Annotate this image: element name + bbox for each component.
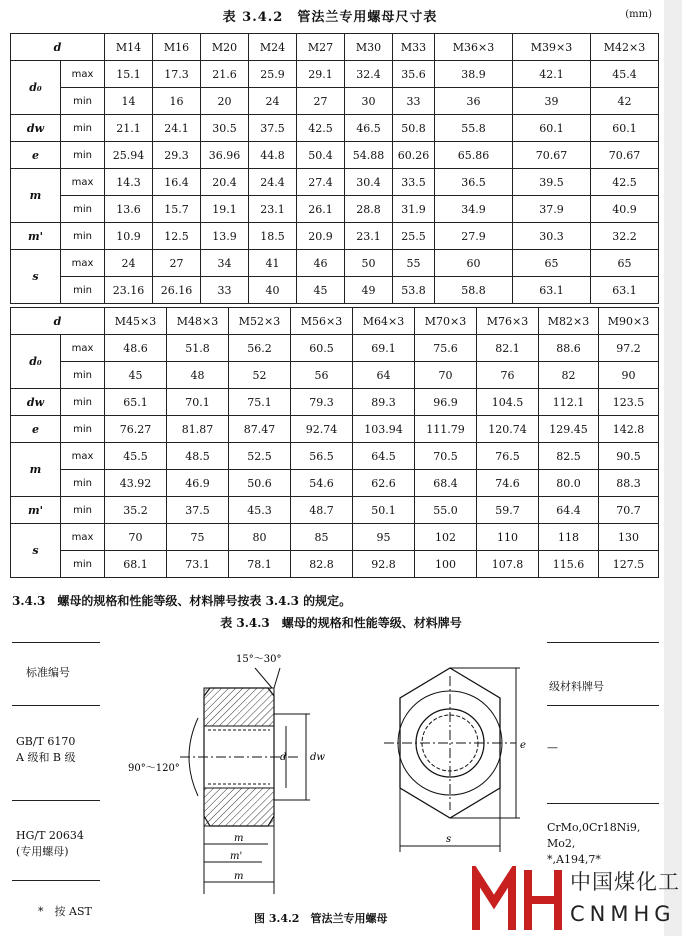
table-cell: 70.7	[599, 497, 659, 524]
table-cell: 55.8	[435, 115, 513, 142]
label-angle-left: 90°～120°	[128, 763, 180, 774]
size-header: M14	[105, 34, 153, 61]
table-cell: 20	[201, 88, 249, 115]
table-row	[11, 223, 659, 250]
table-cell: 92.74	[291, 416, 353, 443]
table-cell: 30	[345, 88, 393, 115]
row-limit: min	[61, 551, 105, 578]
table-cell: 70.1	[167, 389, 229, 416]
label-m: m	[234, 833, 244, 844]
table-cell: 16.4	[153, 169, 201, 196]
table-cell: 24	[105, 250, 153, 277]
table-cell: 24.1	[153, 115, 201, 142]
table-cell: 31.9	[393, 196, 435, 223]
table-cell: 130	[599, 524, 659, 551]
material-line-3: *,A194,7*	[547, 853, 601, 866]
label-s: s	[446, 834, 452, 845]
table-cell: 74.6	[477, 470, 539, 497]
dimension-table-2	[10, 307, 659, 578]
table-cell: 80	[229, 524, 291, 551]
row-limit: max	[61, 335, 105, 362]
table-cell: 76.27	[105, 416, 167, 443]
size-header: M20	[201, 34, 249, 61]
table-cell: 45.3	[229, 497, 291, 524]
hg-standard: HG/T 20634	[16, 829, 84, 842]
table-cell: 127.5	[599, 551, 659, 578]
table-cell: 53.8	[393, 277, 435, 304]
table-cell: 23.1	[345, 223, 393, 250]
table-cell: 48.6	[105, 335, 167, 362]
table-cell: 16	[153, 88, 201, 115]
table-cell: 42.5	[297, 115, 345, 142]
table-cell: 27.4	[297, 169, 345, 196]
size-header: M48×3	[167, 308, 229, 335]
table-cell: 26.1	[297, 196, 345, 223]
table-cell: 19.1	[201, 196, 249, 223]
table-cell: 45.4	[591, 61, 659, 88]
row-symbol: e	[11, 416, 61, 443]
table-cell: 90	[599, 362, 659, 389]
table-cell: 60.5	[291, 335, 353, 362]
table-cell: 46	[297, 250, 345, 277]
table-cell: 45	[105, 362, 167, 389]
table-row	[11, 196, 659, 223]
size-header: M45×3	[105, 308, 167, 335]
table-cell: 69.1	[353, 335, 415, 362]
table-cell: 89.3	[353, 389, 415, 416]
label-dw: dw	[310, 752, 325, 763]
table-cell: 123.5	[599, 389, 659, 416]
table-cell: 13.6	[105, 196, 153, 223]
table-cell: 10.9	[105, 223, 153, 250]
table-cell: 50.4	[297, 142, 345, 169]
table-cell: 34	[201, 250, 249, 277]
table-cell: 37.5	[167, 497, 229, 524]
table-cell: 18.5	[249, 223, 297, 250]
size-header: M16	[153, 34, 201, 61]
nut-section-drawing	[120, 648, 350, 898]
table-cell: 100	[415, 551, 477, 578]
table-cell: 85	[291, 524, 353, 551]
table-cell: 13.9	[201, 223, 249, 250]
size-header: M70×3	[415, 308, 477, 335]
table-cell: 59.7	[477, 497, 539, 524]
table-cell: 76.5	[477, 443, 539, 470]
table-cell: 17.3	[153, 61, 201, 88]
table-cell: 63.1	[591, 277, 659, 304]
table-cell: 46.5	[345, 115, 393, 142]
row-symbol: m	[11, 443, 61, 497]
table-cell: 75.6	[415, 335, 477, 362]
angle-line-top-2	[274, 668, 280, 688]
table-cell: 56	[291, 362, 353, 389]
table-row	[11, 389, 659, 416]
size-header: M39×3	[513, 34, 591, 61]
row-limit: min	[61, 88, 105, 115]
table-cell: 25.5	[393, 223, 435, 250]
table-cell: 39.5	[513, 169, 591, 196]
table-cell: 65	[513, 250, 591, 277]
table-cell: 88.3	[599, 470, 659, 497]
table-cell: 37.9	[513, 196, 591, 223]
table-cell: 96.9	[415, 389, 477, 416]
row-limit: min	[61, 142, 105, 169]
row-limit: min	[61, 470, 105, 497]
table-cell: 48.5	[167, 443, 229, 470]
table-cell: 58.8	[435, 277, 513, 304]
table-cell: 24	[249, 88, 297, 115]
table-row	[11, 61, 659, 88]
table-cell: 64	[353, 362, 415, 389]
row-limit: min	[61, 362, 105, 389]
table-cell: 36.96	[201, 142, 249, 169]
table-cell: 42	[591, 88, 659, 115]
table-cell: 15.7	[153, 196, 201, 223]
label-d: d	[280, 752, 287, 763]
table-cell: 87.47	[229, 416, 291, 443]
watermark-en-text: CNMHG	[570, 902, 676, 926]
table-cell: 49	[345, 277, 393, 304]
table-row	[11, 115, 659, 142]
watermark-mh-icon	[470, 866, 568, 934]
row-limit: max	[61, 443, 105, 470]
table-cell: 60.1	[591, 115, 659, 142]
table-cell: 70.5	[415, 443, 477, 470]
row-symbol: d₀	[11, 335, 61, 389]
table-cell: 55.0	[415, 497, 477, 524]
table-cell: 33	[393, 88, 435, 115]
table-cell: 35.2	[105, 497, 167, 524]
table-cell: 14.3	[105, 169, 153, 196]
table-cell: 118	[539, 524, 599, 551]
table-cell: 32.4	[345, 61, 393, 88]
table-3-4-3-title: 表 3.4.3 螺母的规格和性能等级、材料牌号	[220, 616, 462, 630]
table-cell: 73.1	[167, 551, 229, 578]
row-symbol: d₀	[11, 61, 61, 115]
row-symbol: dw	[11, 389, 61, 416]
table-cell: 55	[393, 250, 435, 277]
table-cell: 70	[415, 362, 477, 389]
table-cell: 129.45	[539, 416, 599, 443]
hg-special-nut: (专用螺母)	[16, 845, 69, 858]
material-divider	[547, 803, 659, 804]
watermark-logo	[470, 866, 682, 936]
size-header: M27	[297, 34, 345, 61]
table-cell: 63.1	[513, 277, 591, 304]
table-cell: 112.1	[539, 389, 599, 416]
table-cell: 34.9	[435, 196, 513, 223]
table-cell: 97.2	[599, 335, 659, 362]
table-cell: 115.6	[539, 551, 599, 578]
table-cell: 70.67	[513, 142, 591, 169]
table-unit: (mm)	[625, 9, 652, 20]
table-cell: 51.8	[167, 335, 229, 362]
table-cell: 68.1	[105, 551, 167, 578]
table-cell: 30.5	[201, 115, 249, 142]
table-cell: 20.4	[201, 169, 249, 196]
table-cell: 95	[353, 524, 415, 551]
table-cell: 42.1	[513, 61, 591, 88]
table-cell: 32.2	[591, 223, 659, 250]
table-cell: 50.8	[393, 115, 435, 142]
standard-number-header-cell	[12, 642, 100, 706]
table-cell: 78.1	[229, 551, 291, 578]
table-cell: 56.2	[229, 335, 291, 362]
table-cell: 46.9	[167, 470, 229, 497]
table-row	[11, 88, 659, 115]
size-header: M82×3	[539, 308, 599, 335]
table-row	[11, 497, 659, 524]
table-cell: 30.4	[345, 169, 393, 196]
table-cell: 25.9	[249, 61, 297, 88]
table-cell: 45	[297, 277, 345, 304]
size-header: M64×3	[353, 308, 415, 335]
row-limit: min	[61, 196, 105, 223]
table-cell: 102	[415, 524, 477, 551]
row-symbol: s	[11, 250, 61, 304]
size-header: M24	[249, 34, 297, 61]
table-cell: 48	[167, 362, 229, 389]
table-cell: 103.94	[353, 416, 415, 443]
row-limit: max	[61, 250, 105, 277]
table-cell: 60	[435, 250, 513, 277]
table-cell: 43.92	[105, 470, 167, 497]
size-header: M52×3	[229, 308, 291, 335]
size-header: M56×3	[291, 308, 353, 335]
hg-row-cell	[12, 800, 100, 881]
hatched-wall-top	[204, 688, 274, 726]
row-limit: min	[61, 223, 105, 250]
table-cell: 104.5	[477, 389, 539, 416]
table-cell: 20.9	[297, 223, 345, 250]
table-cell: 30.3	[513, 223, 591, 250]
table-cell: 142.8	[599, 416, 659, 443]
row-symbol: dw	[11, 115, 61, 142]
table-cell: 25.94	[105, 142, 153, 169]
watermark-cn-text: 中国煤化工	[570, 870, 680, 894]
table-cell: 68.4	[415, 470, 477, 497]
table-cell: 82.8	[291, 551, 353, 578]
table-cell: 54.88	[345, 142, 393, 169]
table-title: 表 3.4.2 管法兰专用螺母尺寸表	[222, 10, 438, 25]
size-header: M36×3	[435, 34, 513, 61]
row-limit: max	[61, 524, 105, 551]
right-gutter	[664, 0, 682, 936]
table-cell: 41	[249, 250, 297, 277]
gb-grade: A 级和 B 级	[16, 751, 76, 764]
table-cell: 27	[153, 250, 201, 277]
gb-standard: GB/T 6170	[16, 735, 76, 748]
label-mp: m'	[230, 851, 243, 862]
table-cell: 39	[513, 88, 591, 115]
row-limit: min	[61, 277, 105, 304]
table-cell: 110	[477, 524, 539, 551]
table-cell: 80.0	[539, 470, 599, 497]
table-cell: 64.5	[353, 443, 415, 470]
table-cell: 79.3	[291, 389, 353, 416]
table-cell: 36	[435, 88, 513, 115]
table-row	[11, 470, 659, 497]
material-header-cell	[547, 642, 659, 706]
table-cell: 52	[229, 362, 291, 389]
table-cell: 82.5	[539, 443, 599, 470]
table-cell: 65	[591, 250, 659, 277]
table-cell: 33.5	[393, 169, 435, 196]
table-cell: 21.6	[201, 61, 249, 88]
table-cell: 12.5	[153, 223, 201, 250]
table-cell: 37.5	[249, 115, 297, 142]
table-cell: 90.5	[599, 443, 659, 470]
table-cell: 50	[345, 250, 393, 277]
header-d-label: d	[11, 308, 105, 335]
table-cell: 70	[105, 524, 167, 551]
table-cell: 120.74	[477, 416, 539, 443]
table-cell: 27	[297, 88, 345, 115]
table-cell: 23.16	[105, 277, 153, 304]
table-cell: 70.67	[591, 142, 659, 169]
table-cell: 56.5	[291, 443, 353, 470]
row-limit: min	[61, 416, 105, 443]
table-cell: 65.86	[435, 142, 513, 169]
table-cell: 29.3	[153, 142, 201, 169]
gb-row-cell	[12, 704, 100, 801]
table-cell: 88.6	[539, 335, 599, 362]
header-d-label: d	[11, 34, 105, 61]
hatched-wall-bottom	[204, 788, 274, 826]
table-cell: 62.6	[353, 470, 415, 497]
table-cell: 45.5	[105, 443, 167, 470]
section-3-4-3-text: 3.4.3 螺母的规格和性能等级、材料牌号按表 3.4.3 的规定。	[12, 594, 352, 608]
material-grade-header: 级材料牌号	[549, 680, 604, 693]
table-row	[11, 362, 659, 389]
standard-number-header: 标准编号	[26, 666, 70, 679]
table-cell: 23.1	[249, 196, 297, 223]
table-cell: 111.79	[415, 416, 477, 443]
table-cell: 60.26	[393, 142, 435, 169]
table-cell: 40.9	[591, 196, 659, 223]
table-cell: 33	[201, 277, 249, 304]
table-cell: 64.4	[539, 497, 599, 524]
size-header: M90×3	[599, 308, 659, 335]
table-header-row	[11, 308, 659, 335]
material-line-2: Mo2,	[547, 837, 576, 850]
table-cell: 50.1	[353, 497, 415, 524]
table-cell: 28.8	[345, 196, 393, 223]
dimension-table-1	[10, 33, 659, 304]
table-cell: 82.1	[477, 335, 539, 362]
table-cell: 65.1	[105, 389, 167, 416]
table-cell: 24.4	[249, 169, 297, 196]
table-cell: 27.9	[435, 223, 513, 250]
material-line-1: CrMo,0Cr18Ni9,	[547, 821, 641, 834]
label-e: e	[520, 740, 526, 751]
table-cell: 75.1	[229, 389, 291, 416]
table-cell: 92.8	[353, 551, 415, 578]
table-cell: 54.6	[291, 470, 353, 497]
table-cell: 40	[249, 277, 297, 304]
angle-line-top-1	[255, 668, 272, 688]
table-cell: 60.1	[513, 115, 591, 142]
row-limit: max	[61, 61, 105, 88]
row-limit: max	[61, 169, 105, 196]
row-symbol: s	[11, 524, 61, 578]
row-symbol: m'	[11, 497, 61, 524]
table-cell: 76	[477, 362, 539, 389]
label-m2: m	[234, 871, 244, 882]
table-cell: 107.8	[477, 551, 539, 578]
table-cell: 42.5	[591, 169, 659, 196]
size-header: M76×3	[477, 308, 539, 335]
row-limit: min	[61, 497, 105, 524]
table-cell: 81.87	[167, 416, 229, 443]
size-header: M33	[393, 34, 435, 61]
table-row	[11, 524, 659, 551]
nut-hex-drawing	[380, 656, 550, 876]
table-row	[11, 416, 659, 443]
label-angle-top: 15°～30°	[236, 654, 282, 665]
table-cell: 75	[167, 524, 229, 551]
table-row	[11, 277, 659, 304]
table-cell: 52.5	[229, 443, 291, 470]
row-symbol: m'	[11, 223, 61, 250]
table-row	[11, 142, 659, 169]
size-header: M42×3	[591, 34, 659, 61]
table-cell: 29.1	[297, 61, 345, 88]
table-cell: 82	[539, 362, 599, 389]
table-cell: 36.5	[435, 169, 513, 196]
table-row	[11, 250, 659, 277]
row-limit: min	[61, 389, 105, 416]
table-row	[11, 443, 659, 470]
table-cell: 44.8	[249, 142, 297, 169]
table-row	[11, 169, 659, 196]
row-limit: min	[61, 115, 105, 142]
size-header: M30	[345, 34, 393, 61]
table-cell: 48.7	[291, 497, 353, 524]
table-header-row	[11, 34, 659, 61]
row-symbol: e	[11, 142, 61, 169]
table-cell: 35.6	[393, 61, 435, 88]
table-cell: 21.1	[105, 115, 153, 142]
table-cell: 38.9	[435, 61, 513, 88]
row-symbol: m	[11, 169, 61, 223]
table-cell: 26.16	[153, 277, 201, 304]
table-row	[11, 551, 659, 578]
table-cell: 14	[105, 88, 153, 115]
table-cell: 50.6	[229, 470, 291, 497]
footnote: * 按 AST	[38, 905, 92, 918]
material-dash: —	[547, 741, 558, 754]
table-row	[11, 335, 659, 362]
table-cell: 15.1	[105, 61, 153, 88]
figure-caption: 图 3.4.2 管法兰专用螺母	[254, 912, 388, 925]
